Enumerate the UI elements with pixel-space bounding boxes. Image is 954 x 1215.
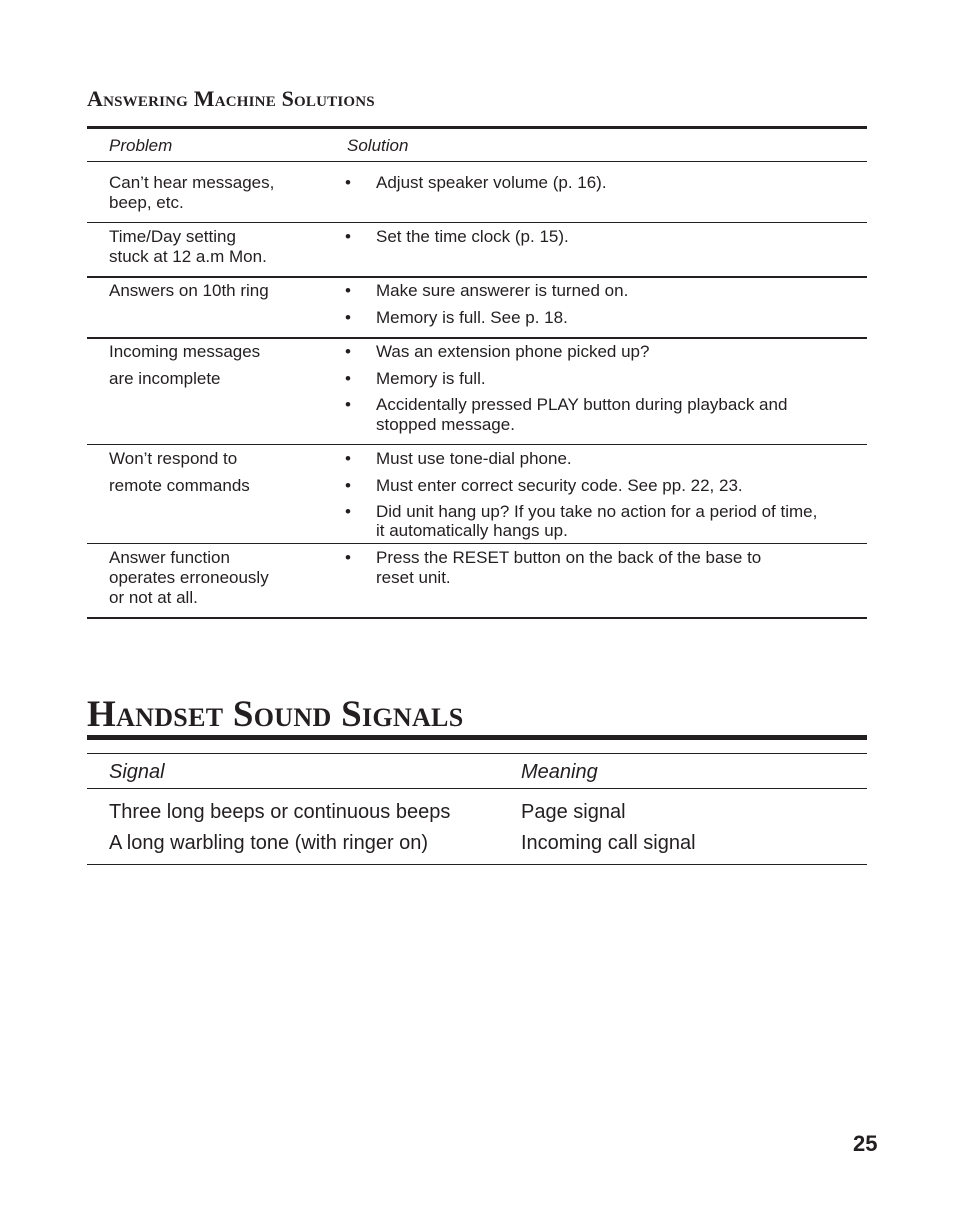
bullet: • bbox=[345, 476, 351, 495]
signal-cell: Three long beeps or continuous beeps bbox=[109, 801, 451, 823]
bullet: • bbox=[345, 369, 351, 388]
problem-line: stuck at 12 a.m Mon. bbox=[109, 247, 267, 266]
table-top-rule bbox=[87, 126, 867, 129]
bullet: • bbox=[345, 173, 351, 192]
column-header-meaning: Meaning bbox=[521, 761, 598, 783]
row-divider bbox=[87, 337, 867, 339]
solution-line: Was an extension phone picked up? bbox=[376, 342, 650, 361]
solution-line: Did unit hang up? If you take no action for a period of time, bbox=[376, 502, 818, 521]
signal-cell: A long warbling tone (with ringer on) bbox=[109, 832, 429, 854]
problem-line: remote commands bbox=[109, 476, 250, 495]
problem-line: operates erroneously bbox=[109, 568, 269, 587]
meaning-cell: Incoming call signal bbox=[521, 832, 696, 854]
row-divider bbox=[87, 543, 867, 544]
solution-line: Accidentally pressed PLAY button during playback and bbox=[376, 395, 788, 414]
header-divider bbox=[87, 788, 867, 789]
solution-line: Set the time clock (p. 15). bbox=[376, 227, 569, 246]
table-bottom-rule bbox=[87, 864, 867, 865]
problem-line: Time/Day setting bbox=[109, 227, 236, 246]
solution-line: Memory is full. See p. 18. bbox=[376, 308, 568, 327]
section-title-handset-sound-signals: Handset Sound Signals bbox=[87, 694, 464, 735]
solution-line: it automatically hangs up. bbox=[376, 521, 568, 540]
bullet: • bbox=[345, 548, 351, 567]
column-header-problem: Problem bbox=[109, 136, 173, 155]
bullet: • bbox=[345, 281, 351, 300]
bullet: • bbox=[345, 395, 351, 414]
problem-line: beep, etc. bbox=[109, 193, 184, 212]
problem-line: or not at all. bbox=[109, 588, 198, 607]
section-title-underline bbox=[87, 735, 867, 740]
column-header-signal: Signal bbox=[109, 761, 165, 783]
solution-line: Must enter correct security code. See pp. 22, 23. bbox=[376, 476, 743, 495]
solution-line: stopped message. bbox=[376, 415, 515, 434]
table-bottom-rule bbox=[87, 617, 867, 619]
solution-line: reset unit. bbox=[376, 568, 451, 587]
meaning-cell: Page signal bbox=[521, 801, 626, 823]
solution-line: Must use tone-dial phone. bbox=[376, 449, 572, 468]
problem-line: Incoming messages bbox=[109, 342, 261, 361]
bullet: • bbox=[345, 308, 351, 327]
header-divider bbox=[87, 161, 867, 162]
row-divider bbox=[87, 276, 867, 278]
row-divider bbox=[87, 444, 867, 445]
problem-line: Answers on 10th ring bbox=[109, 281, 269, 300]
problem-line: Answer function bbox=[109, 548, 230, 567]
problem-line: are incomplete bbox=[109, 369, 221, 388]
solution-line: Memory is full. bbox=[376, 369, 486, 388]
column-header-solution: Solution bbox=[347, 136, 409, 155]
bullet: • bbox=[345, 227, 351, 246]
problem-line: Won’t respond to bbox=[109, 449, 238, 468]
solution-line: Make sure answerer is turned on. bbox=[376, 281, 629, 300]
solution-line: Press the RESET button on the back of the base to bbox=[376, 548, 762, 567]
table-top-rule bbox=[87, 753, 867, 754]
solution-line: Adjust speaker volume (p. 16). bbox=[376, 173, 607, 192]
section-title-answering-machine-solutions: Answering Machine Solutions bbox=[87, 86, 375, 111]
bullet: • bbox=[345, 342, 351, 361]
bullet: • bbox=[345, 449, 351, 468]
page-number: 25 bbox=[853, 1131, 878, 1156]
row-divider bbox=[87, 222, 867, 223]
bullet: • bbox=[345, 502, 351, 521]
problem-line: Can’t hear messages, bbox=[109, 173, 275, 192]
